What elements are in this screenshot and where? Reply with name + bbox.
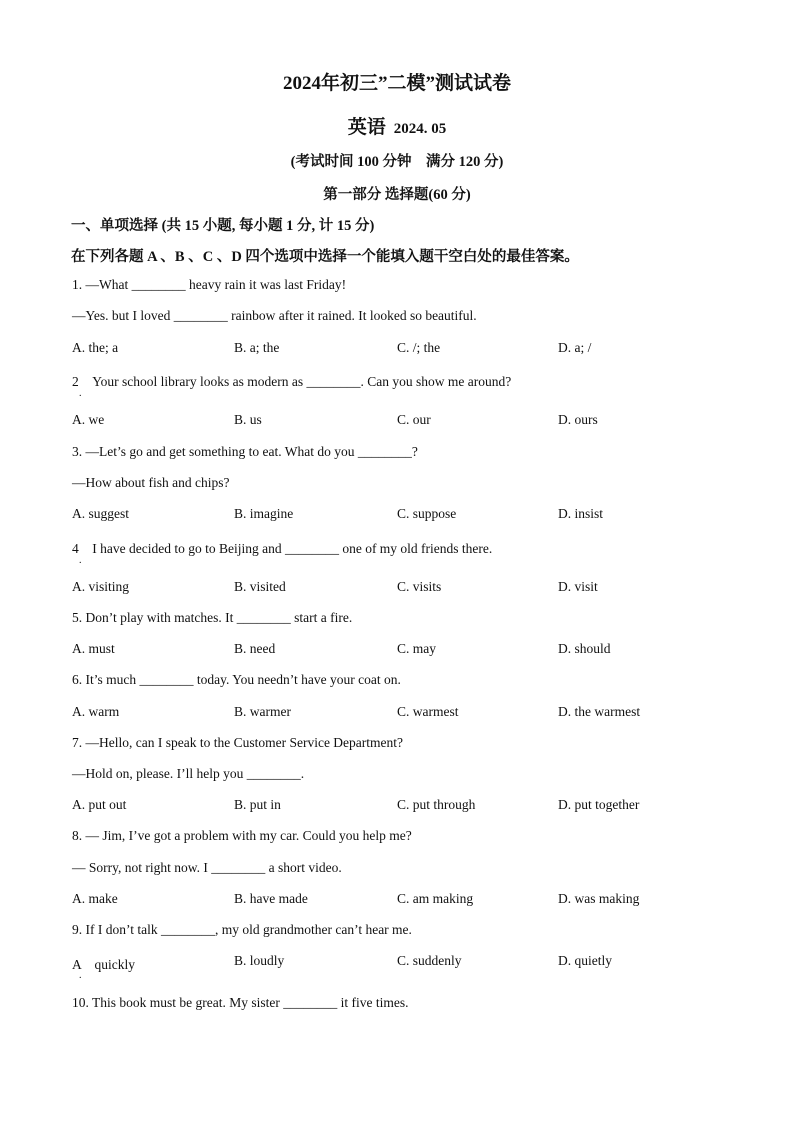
- question-1-option-a: A. the; a: [72, 340, 119, 355]
- section-heading: 一、单项选择 (共 15 小题, 每小题 1 分, 计 15 分): [71, 218, 375, 234]
- question-8-line-2: — Sorry, not right now. I ________ a short video.: [72, 860, 342, 875]
- stray-dot: .: [79, 388, 82, 399]
- question-5-option-a: A. must: [72, 641, 115, 656]
- question-8-option-a: A. make: [72, 891, 118, 906]
- question-7-line-1: 7. —Hello, can I speak to the Customer Service Department?: [72, 735, 404, 750]
- question-1-line-2: —Yes. but I loved ________ rainbow after it rained. It looked so beautiful.: [72, 308, 477, 323]
- part-heading: 第一部分 选择题(60 分): [323, 187, 471, 203]
- stray-dot: .: [79, 970, 82, 981]
- question-1-option-b: B. a; the: [234, 340, 280, 355]
- question-6-line-1: 6. It’s much ________ today. You needn’t have your coat on.: [72, 672, 401, 687]
- question-7-option-b: B. put in: [234, 797, 281, 812]
- question-4-line-1: 4 I have decided to go to Beijing and ________ one of my old friends there.: [72, 541, 493, 556]
- question-5-line-1: 5. Don’t play with matches. It ________ start a fire.: [72, 610, 353, 625]
- question-1-option-d: D. a; /: [558, 340, 592, 355]
- question-1-line-1: 1. —What ________ heavy rain it was last Friday!: [72, 277, 347, 292]
- exam-info: (考试时间 100 分钟 满分 120 分): [290, 154, 504, 170]
- question-3-option-a: A. suggest: [72, 506, 129, 521]
- question-2-option-d: D. ours: [558, 412, 598, 427]
- question-5-option-d: D. should: [558, 641, 611, 656]
- subject: 英语: [347, 117, 386, 138]
- question-2-option-c: C. our: [397, 412, 431, 427]
- question-3-option-b: B. imagine: [234, 506, 294, 521]
- question-6-option-b: B. warmer: [234, 704, 291, 719]
- question-4-option-d: D. visit: [558, 579, 598, 594]
- question-7-line-2: —Hold on, please. I’ll help you ________.: [72, 766, 305, 781]
- question-9-option-d: D. quietly: [558, 953, 612, 968]
- question-6-option-a: A. warm: [72, 704, 120, 719]
- question-7-option-c: C. put through: [397, 797, 476, 812]
- question-8-option-c: C. am making: [397, 891, 474, 906]
- question-3-option-d: D. insist: [558, 506, 604, 521]
- question-5-option-b: B. need: [234, 641, 276, 656]
- question-3-line-1: 3. —Let’s go and get something to eat. What do you ________?: [72, 444, 418, 459]
- question-7-option-d: D. put together: [558, 797, 640, 812]
- question-8-option-d: D. was making: [558, 891, 640, 906]
- question-8-option-b: B. have made: [234, 891, 308, 906]
- question-4-option-a: A. visiting: [72, 579, 130, 594]
- question-7-option-a: A. put out: [72, 797, 127, 812]
- question-9-line-1: 9. If I don’t talk ________, my old grandmother can’t hear me.: [72, 922, 412, 937]
- question-6-option-d: D. the warmest: [558, 704, 641, 719]
- question-2-option-b: B. us: [234, 412, 262, 427]
- exam-title: 2024年初三”二模”测试试卷: [282, 73, 511, 94]
- question-4-option-b: B. visited: [234, 579, 286, 594]
- subject-line: [0, 112, 794, 139]
- question-3-line-2: —How about fish and chips?: [72, 475, 230, 490]
- question-10-line-1: 10. This book must be great. My sister ________ it five times.: [72, 995, 409, 1010]
- question-9-option-a: A quickly: [72, 957, 135, 972]
- question-6-option-c: C. warmest: [397, 704, 459, 719]
- question-9-option-c: C. suddenly: [397, 953, 462, 968]
- stray-dot: .: [79, 555, 82, 566]
- question-2-line-1: 2 Your school library looks as modern as ________. Can you show me around?: [72, 374, 512, 389]
- section-instruction: 在下列各题 A 、B 、C 、D 四个选项中选择一个能填入题干空白处的最佳答案。: [71, 249, 579, 265]
- question-1-option-c: C. /; the: [397, 340, 441, 355]
- question-5-option-c: C. may: [397, 641, 436, 656]
- exam-date: 2024. 05: [393, 121, 447, 137]
- question-8-line-1: 8. — Jim, I’ve got a problem with my car. Could you help me?: [72, 828, 412, 843]
- question-4-option-c: C. visits: [397, 579, 442, 594]
- question-3-option-c: C. suppose: [397, 506, 457, 521]
- question-9-option-b: B. loudly: [234, 953, 285, 968]
- question-2-option-a: A. we: [72, 412, 105, 427]
